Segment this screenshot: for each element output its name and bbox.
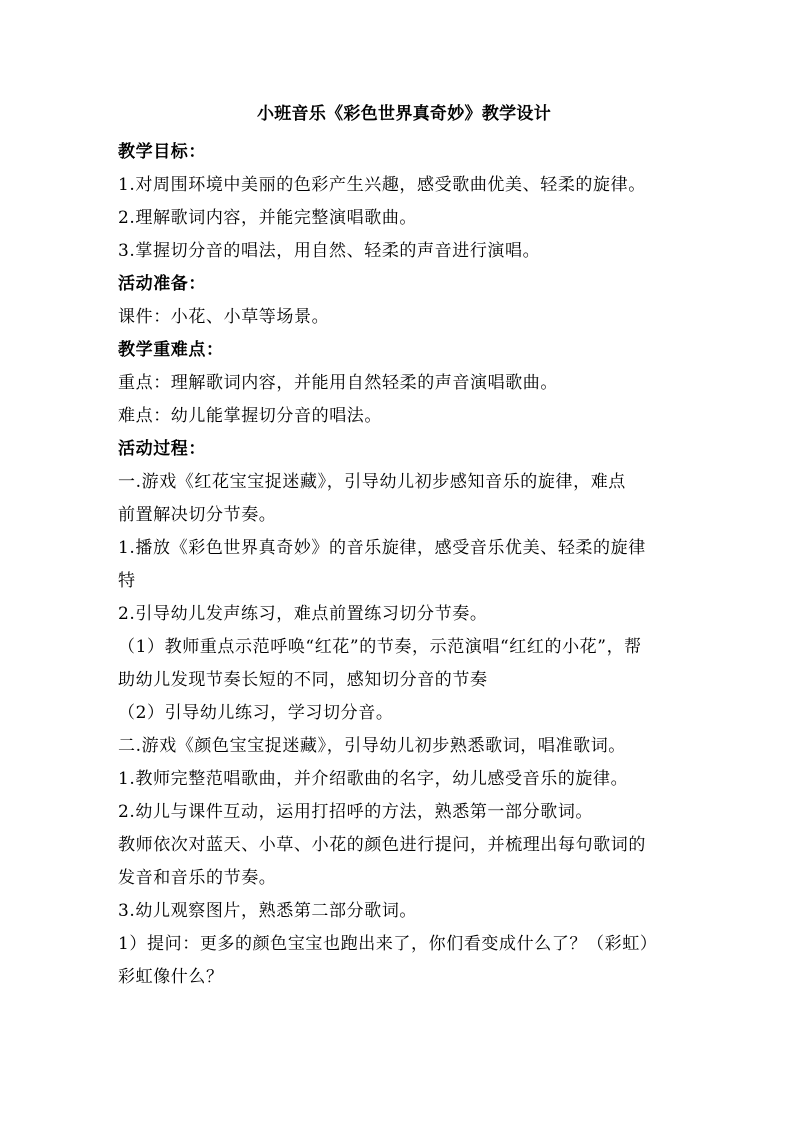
process-step-2-substep-3: 3.幼儿观察图片，熟悉第二部分歌词。 <box>118 901 418 921</box>
section-heading-process: 活动过程： <box>118 439 206 459</box>
process-item-2: （2）引导幼儿练习，学习切分音。 <box>118 703 394 723</box>
process-step-1-line-a: 一.游戏《红花宝宝捉迷藏》，引导幼儿初步感知音乐的旋律，难点 <box>118 472 626 492</box>
process-step-2-note-line-b: 发音和音乐的节奏。 <box>118 868 277 888</box>
process-step-1-line-b: 前置解决切分节奏。 <box>118 505 277 525</box>
process-question-line-a: 1）提问：更多的颜色宝宝也跑出来了，你们看变成什么了？（彩虹） <box>118 934 658 954</box>
section-heading-preparation: 活动准备： <box>118 274 206 294</box>
process-question-line-b: 彩虹像什么？ <box>118 967 224 987</box>
key-point-line: 重点：理解歌词内容，并能用自然轻柔的声音演唱歌曲。 <box>118 373 558 393</box>
document-body <box>118 103 690 994</box>
document-title: 小班音乐《彩色世界真奇妙》教学设计 <box>256 104 552 124</box>
document-lines <box>118 136 690 994</box>
process-step-2-substep-2: 2.幼儿与课件互动，运用打招呼的方法，熟悉第一部分歌词。 <box>118 802 594 822</box>
process-substep-1-line-a: 1.播放《彩色世界真奇妙》的音乐旋律，感受音乐优美、轻柔的旋律 <box>118 538 646 558</box>
process-step-2: 二.游戏《颜色宝宝捉迷藏》，引导幼儿初步熟悉歌词，唱准歌词。 <box>118 736 626 756</box>
process-step-2-note-line-a: 教师依次对蓝天、小草、小花的颜色进行提问，并梳理出每句歌词的 <box>118 835 646 855</box>
process-item-1-line-a: （1）教师重点示范呼唤“红花”的节奏，示范演唱“红红的小花”，帮 <box>118 637 642 657</box>
difficulty-line: 难点：幼儿能掌握切分音的唱法。 <box>118 406 382 426</box>
section-heading-objectives: 教学目标： <box>118 142 206 162</box>
process-substep-2: 2.引导幼儿发声练习，难点前置练习切分节奏。 <box>118 604 488 624</box>
section-heading-key-points: 教学重难点： <box>118 340 224 360</box>
process-step-2-substep-1: 1.教师完整范唱歌曲，并介绍歌曲的名字，幼儿感受音乐的旋律。 <box>118 769 629 789</box>
process-item-1-line-b: 助幼儿发现节奏长短的不同，感知切分音的节奏 <box>118 670 488 690</box>
objective-line-1: 1.对周围环境中美丽的色彩产生兴趣，感受歌曲优美、轻柔的旋律。 <box>118 175 646 195</box>
objective-line-3: 3.掌握切分音的唱法，用自然、轻柔的声音进行演唱。 <box>118 241 541 261</box>
objective-line-2: 2.理解歌词内容，并能完整演唱歌曲。 <box>118 208 418 228</box>
process-substep-1-line-b: 特 <box>118 571 136 591</box>
preparation-line: 课件：小花、小草等场景。 <box>118 307 330 327</box>
